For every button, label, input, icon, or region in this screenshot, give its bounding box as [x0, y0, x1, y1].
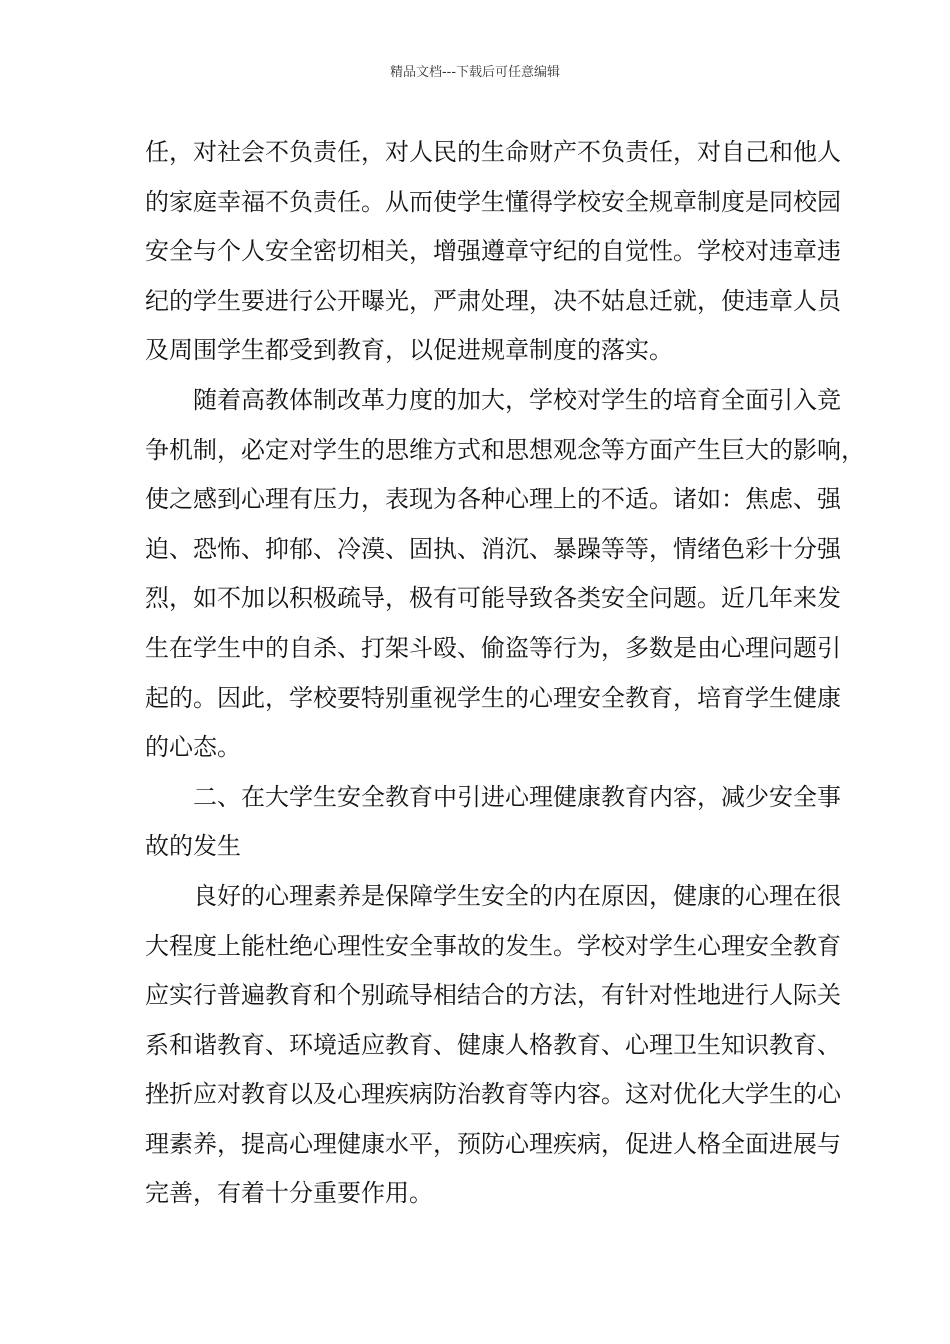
page-header: 精品文档---下载后可任意编辑	[389, 65, 561, 80]
document-body	[145, 128, 865, 1219]
text-line: 生在学生中的自杀、打架斗殴、偷盗等行为，多数是由心理问题引	[145, 633, 841, 662]
text-line: 系和谐教育、环境适应教育、健康人格教育、心理卫生知识教育、	[145, 1030, 841, 1059]
text-line: 的心态。	[145, 733, 241, 762]
text-line: 二、在大学生安全教育中引进心理健康教育内容，减少安全事	[193, 782, 841, 811]
paragraph	[145, 128, 841, 376]
text-line: 及周围学生都受到教育，以促进规章制度的落实。	[145, 336, 673, 365]
text-line: 安全与个人安全密切相关，增强遵章守纪的自觉性。学校对违章违	[145, 237, 841, 266]
paragraph	[145, 376, 865, 773]
text-line: 应实行普遍教育和个别疏导相结合的方法，有针对性地进行人际关	[145, 981, 841, 1010]
text-line: 理素养，提高心理健康水平，预防心理疾病，促进人格全面进展与	[145, 1129, 841, 1158]
text-line: 完善，有着十分重要作用。	[145, 1179, 433, 1208]
paragraph	[145, 872, 841, 1219]
text-line: 使之感到心理有压力，表现为各种心理上的不适。诸如：焦虑、强	[145, 485, 841, 514]
text-line: 的家庭幸福不负责任。从而使学生懂得学校安全规章制度是同校园	[145, 187, 841, 216]
text-line: 争机制，必定对学生的思维方式和思想观念等方面产生巨大的影响，	[145, 435, 865, 464]
text-line: 任，对社会不负责任，对人民的生命财产不负责任，对自己和他人	[145, 138, 841, 166]
text-line: 随着高教体制改革力度的加大，学校对学生的培育全面引入竞	[193, 385, 841, 414]
text-line: 烈，如不加以积极疏导，极有可能导致各类安全问题。近几年来发	[145, 584, 841, 613]
text-line: 起的。因此，学校要特别重视学生的心理安全教育，培育学生健康	[145, 683, 841, 712]
text-line: 故的发生	[145, 832, 241, 861]
text-line: 迫、恐怖、抑郁、冷漠、固执、消沉、暴躁等等，情绪色彩十分强	[145, 534, 841, 563]
section-heading	[145, 773, 841, 872]
text-line: 挫折应对教育以及心理疾病防治教育等内容。这对优化大学生的心	[145, 1080, 841, 1109]
text-line: 纪的学生要进行公开曝光，严肃处理，决不姑息迁就，使违章人员	[145, 286, 841, 315]
text-line: 良好的心理素养是保障学生安全的内在原因，健康的心理在很	[193, 881, 841, 910]
text-line: 大程度上能杜绝心理性安全事故的发生。学校对学生心理安全教育	[145, 931, 841, 960]
